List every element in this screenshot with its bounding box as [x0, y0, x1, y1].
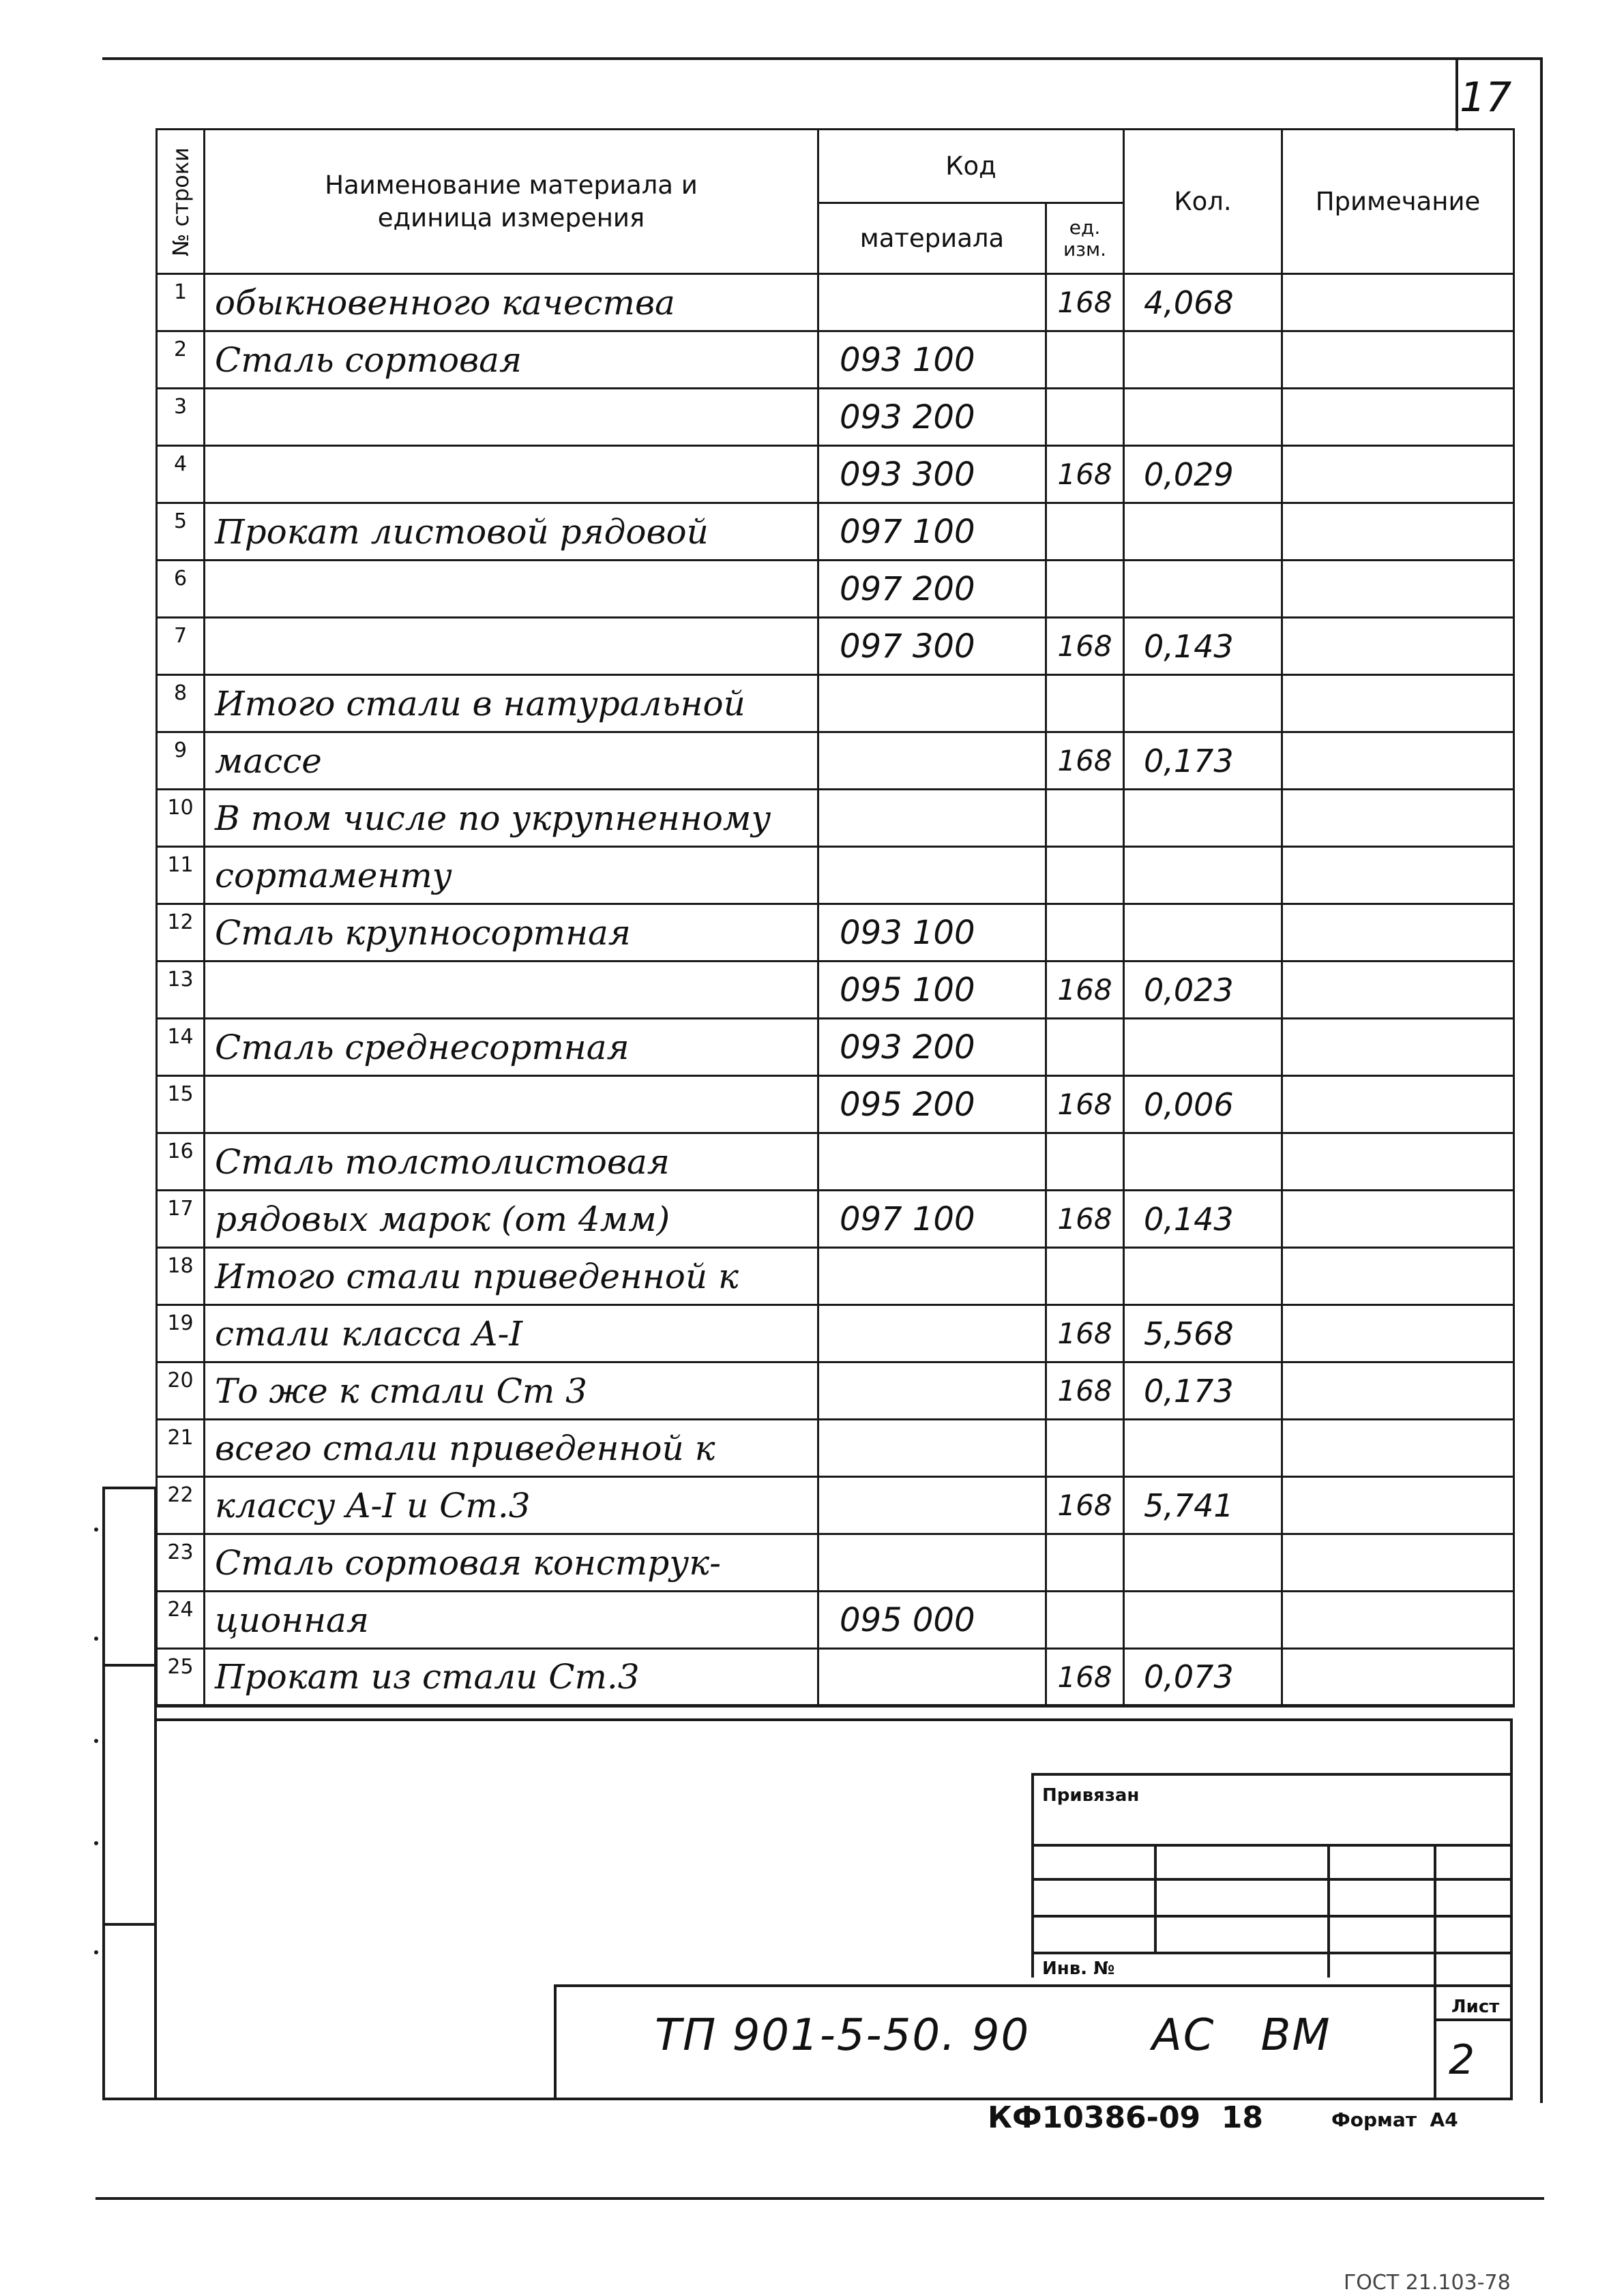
material-name-cell: Сталь толстолистовая: [205, 1133, 818, 1191]
material-code-cell: [818, 1133, 1046, 1191]
material-code-cell: [818, 790, 1046, 847]
material-code-cell: [818, 732, 1046, 790]
margin-dot: [94, 1950, 98, 1954]
material-name-cell: Сталь крупносортная: [205, 904, 818, 961]
row-number-cell: 15: [157, 1076, 205, 1133]
table-row: [157, 331, 1514, 389]
note-cell: [1282, 732, 1514, 790]
material-code-cell: 093 200: [818, 389, 1046, 446]
quantity-cell: 5,741: [1124, 1477, 1282, 1534]
table-row: [157, 790, 1514, 847]
title-block-left-line: [1031, 1773, 1034, 1978]
title-block-right-line: [1510, 1718, 1513, 2100]
material-code-cell: 095 100: [818, 961, 1046, 1019]
table-row: [157, 389, 1514, 446]
quantity-cell: 0,006: [1124, 1076, 1282, 1133]
note-cell: [1282, 274, 1514, 331]
material-code-cell: [818, 1248, 1046, 1305]
table-row: [157, 503, 1514, 561]
note-cell: [1282, 446, 1514, 503]
note-cell: [1282, 1191, 1514, 1248]
note-cell: [1282, 1420, 1514, 1477]
material-name-cell: ционная: [205, 1592, 818, 1649]
table-row: [157, 961, 1514, 1019]
note-cell: [1282, 1649, 1514, 1706]
quantity-cell: 0,173: [1124, 732, 1282, 790]
unit-code-cell: 168: [1046, 1477, 1124, 1534]
code-material-header: материала: [818, 203, 1046, 274]
unit-code-cell: 168: [1046, 1076, 1124, 1133]
name-header: Наименование материала и единица измерения: [205, 130, 818, 274]
material-name-cell: стали класса A-I: [205, 1305, 818, 1362]
title-grid-line-2: [1031, 1878, 1513, 1881]
material-code-cell: [818, 1362, 1046, 1420]
material-name-cell: обыкновенного качества: [205, 274, 818, 331]
unit-code-cell: 168: [1046, 732, 1124, 790]
frame-bottom-rule: [95, 2197, 1544, 2200]
quantity-cell: 0,073: [1124, 1649, 1282, 1706]
title-block-upper-line: [1031, 1773, 1513, 1776]
table-row: [157, 446, 1514, 503]
quantity-cell: 5,568: [1124, 1305, 1282, 1362]
row-number-cell: 5: [157, 503, 205, 561]
unit-code-cell: [1046, 847, 1124, 904]
table-row: [157, 847, 1514, 904]
title-block-bottom-line: [102, 2098, 1513, 2100]
sheet-number-box-left: [1455, 60, 1458, 131]
quantity-cell: [1124, 1248, 1282, 1305]
note-cell: [1282, 503, 1514, 561]
note-cell: [1282, 561, 1514, 618]
material-name-cell: Сталь среднесортная: [205, 1019, 818, 1076]
unit-code-cell: [1046, 331, 1124, 389]
material-name-cell: [205, 389, 818, 446]
title-grid-line-4: [1031, 1952, 1513, 1954]
material-code-cell: 093 300: [818, 446, 1046, 503]
row-number-cell: 22: [157, 1477, 205, 1534]
row-number-cell: 11: [157, 847, 205, 904]
unit-code-cell: [1046, 1534, 1124, 1592]
table-row: [157, 1076, 1514, 1133]
inventory-number-label: Инв. №: [1042, 1958, 1115, 1979]
table-row: [157, 561, 1514, 618]
table-row: [157, 1133, 1514, 1191]
material-code-cell: [818, 274, 1046, 331]
bound-label: Привязан: [1042, 1785, 1140, 1806]
unit-code-cell: [1046, 1420, 1124, 1477]
material-code-cell: 097 200: [818, 561, 1046, 618]
row-number-cell: 2: [157, 331, 205, 389]
row-number-cell: 4: [157, 446, 205, 503]
gost-note: ГОСТ 21.103-78: [1344, 2271, 1511, 2295]
material-code-cell: 093 200: [818, 1019, 1046, 1076]
table-row: [157, 1477, 1514, 1534]
row-number-cell: 7: [157, 618, 205, 675]
title-grid-line-3: [1031, 1915, 1513, 1918]
note-cell: [1282, 389, 1514, 446]
material-code-cell: [818, 1305, 1046, 1362]
table-row: [157, 732, 1514, 790]
table-row: [157, 618, 1514, 675]
quantity-cell: [1124, 389, 1282, 446]
left-margin-line-outer: [102, 1487, 105, 2100]
material-name-cell: В том числе по укрупненному: [205, 790, 818, 847]
unit-code-cell: [1046, 503, 1124, 561]
frame-right-line: [1540, 57, 1543, 2103]
unit-code-cell: [1046, 1019, 1124, 1076]
unit-code-cell: [1046, 675, 1124, 732]
material-name-cell: Прокат из стали Ст.3: [205, 1649, 818, 1706]
material-code-cell: [818, 1534, 1046, 1592]
material-code-cell: 093 100: [818, 331, 1046, 389]
doc-code-box-top: [554, 1984, 1513, 1987]
row-number-cell: 6: [157, 561, 205, 618]
row-number-cell: 20: [157, 1362, 205, 1420]
note-cell: [1282, 961, 1514, 1019]
material-name-cell: Итого стали приведенной к: [205, 1248, 818, 1305]
unit-code-cell: [1046, 1592, 1124, 1649]
quantity-cell: [1124, 331, 1282, 389]
note-cell: [1282, 1534, 1514, 1592]
material-name-cell: [205, 961, 818, 1019]
unit-code-cell: 168: [1046, 618, 1124, 675]
title-grid-col-2: [1327, 1844, 1330, 1978]
sheet-corner-number: 17: [1460, 74, 1512, 121]
quantity-cell: 0,029: [1124, 446, 1282, 503]
left-margin-divider-2: [102, 1664, 157, 1667]
unit-code-cell: 168: [1046, 1362, 1124, 1420]
row-number-cell: 24: [157, 1592, 205, 1649]
quantity-cell: [1124, 847, 1282, 904]
left-margin-divider-1: [102, 1487, 157, 1489]
material-name-cell: Сталь сортовая: [205, 331, 818, 389]
unit-code-cell: [1046, 1248, 1124, 1305]
title-grid-line-1: [1031, 1844, 1513, 1847]
title-grid-col-3: [1434, 1844, 1436, 2100]
note-cell: [1282, 1305, 1514, 1362]
quantity-cell: 0,143: [1124, 618, 1282, 675]
title-grid-col-1: [1154, 1844, 1157, 1952]
quantity-cell: 0,143: [1124, 1191, 1282, 1248]
material-name-cell: То же к стали Ст 3: [205, 1362, 818, 1420]
note-cell: [1282, 790, 1514, 847]
quantity-header: Кол.: [1124, 130, 1282, 274]
material-name-cell: [205, 1076, 818, 1133]
material-code-cell: 097 300: [818, 618, 1046, 675]
table-row: [157, 1305, 1514, 1362]
quantity-cell: [1124, 1019, 1282, 1076]
margin-dot: [94, 1527, 98, 1532]
row-number-cell: 10: [157, 790, 205, 847]
material-name-cell: Итого стали в натуральной: [205, 675, 818, 732]
material-name-cell: [205, 561, 818, 618]
row-number-cell: 3: [157, 389, 205, 446]
quantity-cell: 0,023: [1124, 961, 1282, 1019]
unit-code-cell: 168: [1046, 961, 1124, 1019]
quantity-cell: [1124, 561, 1282, 618]
material-code-cell: [818, 847, 1046, 904]
unit-code-cell: 168: [1046, 1191, 1124, 1248]
unit-code-cell: [1046, 904, 1124, 961]
row-number-cell: 21: [157, 1420, 205, 1477]
margin-dot: [94, 1637, 98, 1641]
material-code-cell: 097 100: [818, 1191, 1046, 1248]
note-cell: [1282, 331, 1514, 389]
sheet-number: 2: [1449, 2036, 1475, 2084]
material-code-cell: 095 000: [818, 1592, 1046, 1649]
frame-top-line: [102, 57, 1543, 60]
note-cell: [1282, 675, 1514, 732]
unit-code-cell: [1046, 1133, 1124, 1191]
note-cell: [1282, 1133, 1514, 1191]
table-row: [157, 1362, 1514, 1420]
row-number-cell: 18: [157, 1248, 205, 1305]
unit-code-cell: 168: [1046, 446, 1124, 503]
doc-code-box-left: [554, 1984, 557, 2100]
material-name-cell: рядовых марок (от 4мм): [205, 1191, 818, 1248]
material-name-cell: сортаменту: [205, 847, 818, 904]
code-header: Код: [818, 130, 1124, 203]
row-number-cell: 12: [157, 904, 205, 961]
table-row: [157, 1019, 1514, 1076]
quantity-cell: [1124, 1133, 1282, 1191]
quantity-cell: [1124, 675, 1282, 732]
row-number-cell: 8: [157, 675, 205, 732]
material-name-cell: [205, 446, 818, 503]
document-code: ТП 901-5-50. 90 АС ВМ: [655, 2010, 1331, 2061]
row-number-cell: 19: [157, 1305, 205, 1362]
quantity-cell: [1124, 790, 1282, 847]
quantity-cell: [1124, 1592, 1282, 1649]
material-code-cell: 095 200: [818, 1076, 1046, 1133]
material-name-cell: Прокат листовой рядовой: [205, 503, 818, 561]
row-number-cell: 1: [157, 274, 205, 331]
unit-code-cell: [1046, 389, 1124, 446]
title-block-top-line: [156, 1718, 1513, 1721]
quantity-cell: [1124, 1534, 1282, 1592]
sheet-label-divider: [1434, 2018, 1513, 2021]
table-row: [157, 1248, 1514, 1305]
row-number-cell: 13: [157, 961, 205, 1019]
row-number-header: № строки: [157, 130, 205, 274]
quantity-cell: [1124, 904, 1282, 961]
unit-code-cell: [1046, 790, 1124, 847]
note-cell: [1282, 618, 1514, 675]
unit-code-cell: 168: [1046, 1649, 1124, 1706]
format-label: Формат А4: [1331, 2108, 1458, 2131]
note-cell: [1282, 1592, 1514, 1649]
row-number-cell: 14: [157, 1019, 205, 1076]
material-code-cell: [818, 1477, 1046, 1534]
material-name-cell: [205, 618, 818, 675]
material-name-cell: классу A-I и Ст.3: [205, 1477, 818, 1534]
code-unit-header: ед. изм.: [1046, 203, 1124, 274]
row-number-cell: 16: [157, 1133, 205, 1191]
note-cell: [1282, 1076, 1514, 1133]
table-row: [157, 1191, 1514, 1248]
table-row: [157, 1420, 1514, 1477]
note-cell: [1282, 1248, 1514, 1305]
material-code-cell: [818, 675, 1046, 732]
note-cell: [1282, 1477, 1514, 1534]
quantity-cell: [1124, 1420, 1282, 1477]
material-spec-table: [156, 128, 1515, 1708]
table-row: [157, 1534, 1514, 1592]
row-number-cell: 25: [157, 1649, 205, 1706]
row-number-cell: 23: [157, 1534, 205, 1592]
table-row: [157, 675, 1514, 732]
table-row: [157, 1649, 1514, 1706]
left-margin-divider-3: [102, 1923, 157, 1926]
material-code-cell: [818, 1649, 1046, 1706]
quantity-cell: 0,173: [1124, 1362, 1282, 1420]
margin-dot: [94, 1841, 98, 1845]
quantity-cell: [1124, 503, 1282, 561]
row-number-cell: 9: [157, 732, 205, 790]
note-cell: [1282, 1019, 1514, 1076]
note-cell: [1282, 847, 1514, 904]
archive-code: КФ10386-09 18: [988, 2100, 1264, 2135]
quantity-cell: 4,068: [1124, 274, 1282, 331]
row-number-cell: 17: [157, 1191, 205, 1248]
note-cell: [1282, 1362, 1514, 1420]
table-row: [157, 904, 1514, 961]
unit-code-cell: 168: [1046, 1305, 1124, 1362]
material-code-cell: 093 100: [818, 904, 1046, 961]
unit-code-cell: [1046, 561, 1124, 618]
note-cell: [1282, 904, 1514, 961]
material-name-cell: Сталь сортовая конструк-: [205, 1534, 818, 1592]
material-code-cell: [818, 1420, 1046, 1477]
note-header: Примечание: [1282, 130, 1514, 274]
unit-code-cell: 168: [1046, 274, 1124, 331]
table-row: [157, 274, 1514, 331]
material-name-cell: массе: [205, 732, 818, 790]
sheet-label: Лист: [1451, 1997, 1500, 2017]
table-row: [157, 1592, 1514, 1649]
material-code-cell: 097 100: [818, 503, 1046, 561]
margin-dot: [94, 1739, 98, 1743]
material-name-cell: всего стали приведенной к: [205, 1420, 818, 1477]
